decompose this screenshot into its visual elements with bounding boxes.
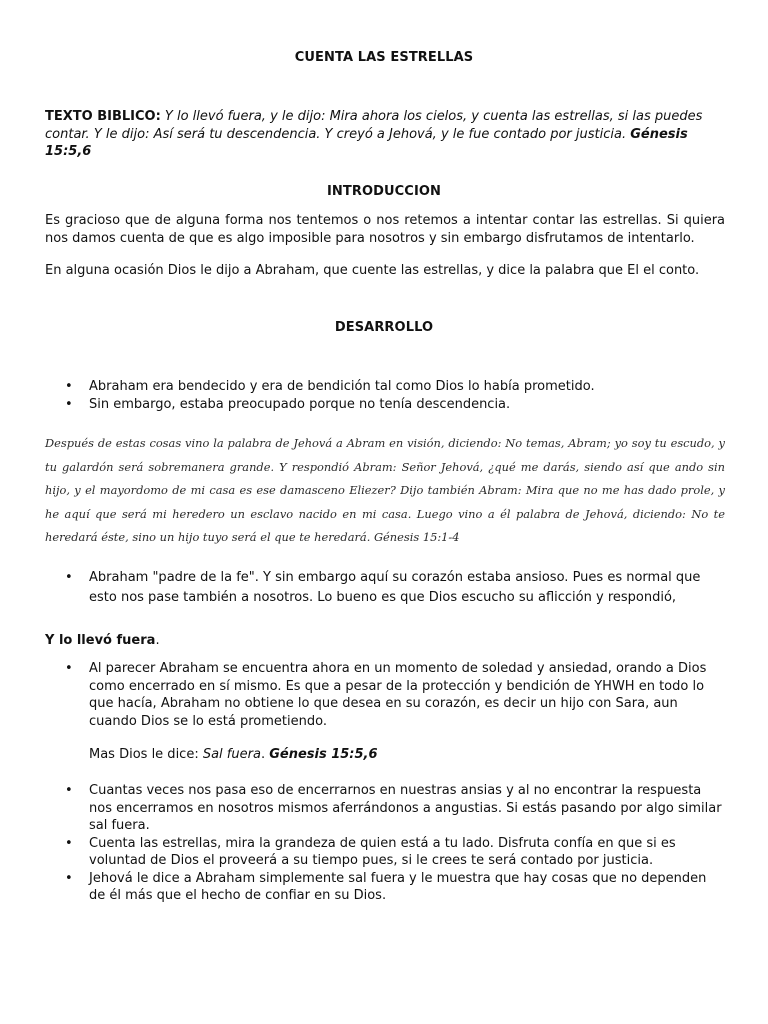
desarrollo-heading: DESARROLLO — [334, 320, 434, 335]
list-item: • Abraham era bendecido y era de bendición tal como Dios lo había prometido. — [45, 378, 725, 396]
texto-biblico-reference: Génesis 15:5,6 — [45, 126, 688, 159]
llevo-bullet-list — [45, 660, 725, 730]
llevo-heading-suffix: . — [155, 633, 160, 648]
introduccion-paragraph-1: Es gracioso que de alguna forma nos tentemos o nos retemos a intentar contar las estrellas. Si quiera nos damos cuenta de que es algo imposible para nosotros y sin embargo disfrutamos de intentarlo. — [45, 213, 725, 246]
mas-dios-line — [45, 746, 725, 764]
texto-biblico-text: Y lo llevó fuera, y le dijo: Mira ahora los cielos, y cuenta las estrellas, si las puedes contar. Y le dijo: Así será tu descendencia. Y creyó a Jehová, y le fue contado por justicia. — [45, 109, 703, 142]
list-item: • Sin embargo, estaba preocupado porque no tenía descendencia. — [45, 396, 725, 414]
list-item: • Al parecer Abraham se encuentra ahora en un momento de soledad y ansiedad, orando a Dios como encerrado en sí mismo. Es que a pesar de la protección y bendición de YHWH en todo lo que hacía, Abraham no obtiene lo que desea en su corazón, es decir un hijo con Sara, aun cuando Dios se lo está prometiendo. — [45, 660, 725, 730]
llevo-bullet-list-2 — [45, 782, 725, 905]
scripture-quote: Después de estas cosas vino la palabra de Jehová a Abram en visión, diciendo: No temas, Abram; yo soy tu escudo, y tu galardón será sobremanera grande. Y respondió Abram: Señor Jehová, ¿qué me darás, siendo así que ando sin hijo, y el mayordomo de mi casa es ese damasceno Eliezer? Dijo también Abram: Mira que no me has dado prole, y he aquí que será mi heredero un esclavo nacido en mi casa. Luego vino a él palabra de Jehová, diciendo: No te heredará éste, sino un hijo tuyo será el que te heredará. Génesis 15:1-4 — [45, 436, 725, 544]
section-heading-llevo — [45, 632, 725, 650]
desarrollo-bullet-list-2 — [45, 568, 725, 608]
page-title: CUENTA LAS ESTRELLAS — [294, 50, 474, 65]
mas-dios-prefix: Mas Dios le dice: — [89, 747, 203, 762]
mas-dios-dot: . — [260, 747, 270, 762]
mas-dios-reference: Génesis 15:5,6 — [269, 747, 378, 762]
texto-biblico-paragraph — [45, 108, 725, 161]
list-item: • Cuantas veces nos pasa eso de encerrarnos en nuestras ansias y al no encontrar la respuesta nos encerramos en nosotros mismos aferrándonos a angustias. Si estás pasando por algo similar sal fuera. — [45, 782, 725, 835]
mas-dios-italic: Sal fuera — [202, 747, 261, 762]
list-item: • Cuenta las estrellas, mira la grandeza de quien está a tu lado. Disfruta confía en que si es voluntad de Dios el proveerá a su tiempo pues, si le crees te será contado por justicia. — [45, 835, 725, 870]
introduccion-heading: INTRODUCCION — [326, 184, 442, 199]
texto-biblico-label: TEXTO BIBLICO: — [45, 109, 161, 124]
introduccion-paragraph-2: En alguna ocasión Dios le dijo a Abraham, que cuente las estrellas, y dice la palabra que El el conto. — [45, 263, 700, 278]
llevo-heading-text: Y lo llevó fuera — [45, 633, 156, 648]
list-item: • Jehová le dice a Abraham simplemente sal fuera y le muestra que hay cosas que no dependen de él más que el hecho de confiar en su Dios. — [45, 870, 725, 905]
desarrollo-bullet-list — [45, 378, 725, 413]
list-item: • Abraham "padre de la fe". Y sin embargo aquí su corazón estaba ansioso. Pues es normal que esto nos pase también a nosotros. Lo bueno es que Dios escucho su aflicción y respondió, — [45, 568, 725, 608]
